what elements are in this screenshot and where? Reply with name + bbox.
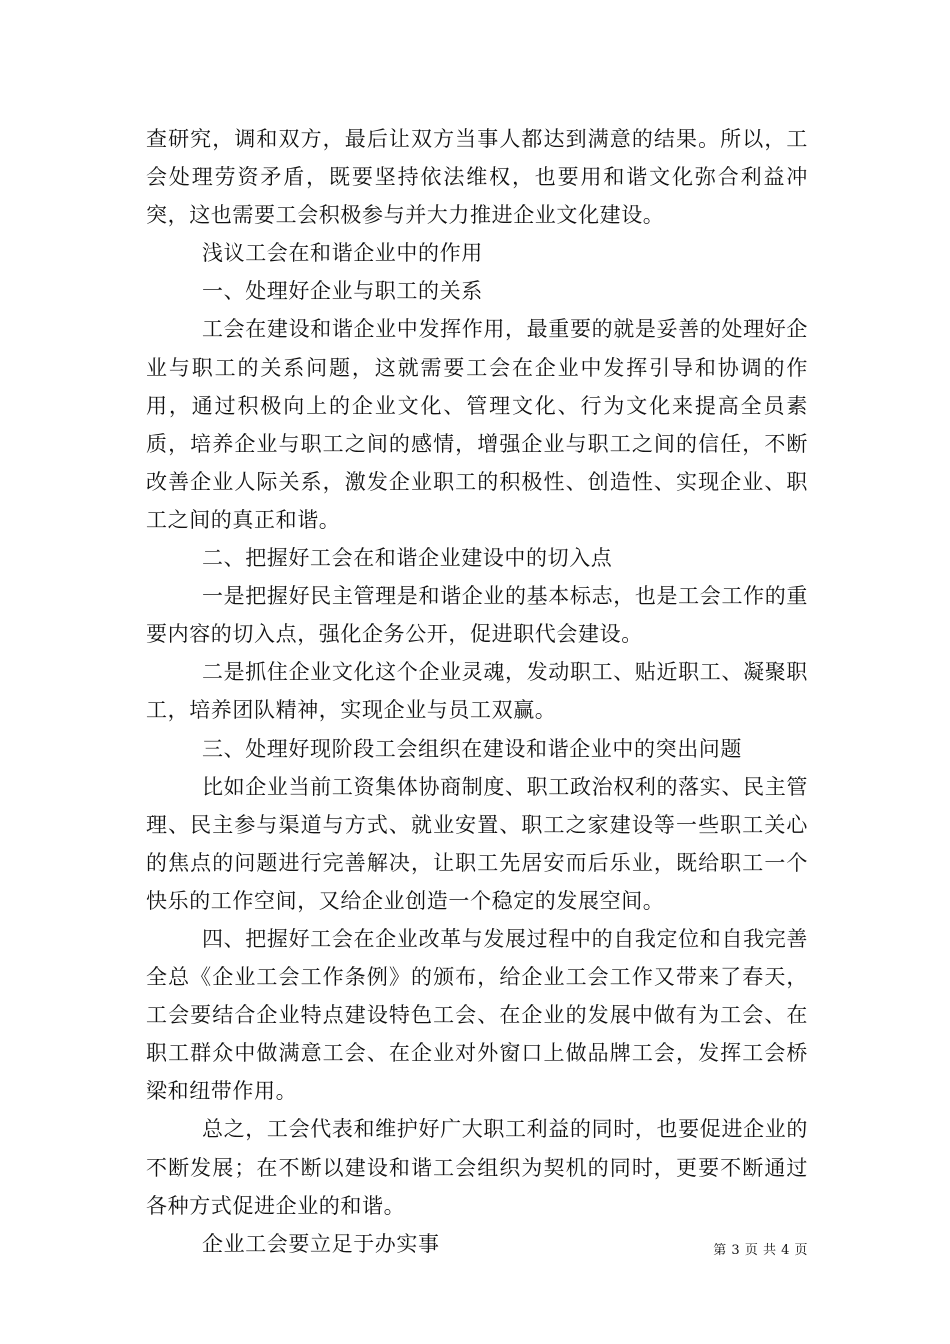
paragraph-3: 一是把握好民主管理是和谐企业的基本标志，也是工会工作的重要内容的切入点，强化企务公开，促进职代会建设。	[146, 584, 808, 647]
paragraph-7: 总之，工会代表和维护好广大职工利益的同时，也要促进企业的不断发展；在不断以建设和谐工会组织为契机的同时，更要不断通过各种方式促进企业的和谐。	[146, 1117, 808, 1218]
paragraph-8: 企业工会要立足于办实事	[202, 1231, 440, 1256]
heading-2: 二、把握好工会在和谐企业建设中的切入点	[202, 546, 613, 571]
heading-3: 三、处理好现阶段工会组织在建设和谐企业中的突出问题	[202, 736, 742, 761]
page-number: 第 3 页 共 4 页	[713, 1243, 808, 1258]
paragraph-4: 二是抓住企业文化这个企业灵魂，发动职工、贴近职工、凝聚职工，培养团队精神，实现企业与员工双赢。	[146, 660, 808, 723]
paragraph-1: 查研究，调和双方，最后让双方当事人都达到满意的结果。所以，工会处理劳资矛盾，既要坚持依法维权，也要用和谐文化弥合利益冲突，这也需要工会积极参与并大力推进企业文化建设。	[146, 127, 808, 228]
paragraph-2: 工会在建设和谐企业中发挥作用，最重要的就是妥善的处理好企业与职工的关系问题，这就需要工会在企业中发挥引导和协调的作用，通过积极向上的企业文化、管理文化、行为文化来提高全员素质，培养企业与职工之间的感情，增强企业与职工之间的信任，不断改善企业人际关系，激发企业职工的积极性、创造性、实现企业、职工之间的真正和谐。	[146, 317, 808, 532]
document-body	[146, 120, 808, 1263]
paragraph-6: 四、把握好工会在企业改革与发展过程中的自我定位和自我完善全总《企业工会工作条例》的颁布，给企业工会工作又带来了春天，工会要结合企业特点建设特色工会、在企业的发展中做有为工会、在职工群众中做满意工会、在企业对外窗口上做品牌工会，发挥工会桥梁和纽带作用。	[146, 926, 808, 1104]
paragraph-5: 比如企业当前工资集体协商制度、职工政治权利的落实、民主管理、民主参与渠道与方式、就业安置、职工之家建设等一些职工关心的焦点的问题进行完善解决，让职工先居安而后乐业，既给职工一个快乐的工作空间，又给企业创造一个稳定的发展空间。	[146, 774, 808, 913]
heading-1: 一、处理好企业与职工的关系	[202, 279, 483, 304]
section-title: 浅议工会在和谐企业中的作用	[202, 241, 483, 266]
